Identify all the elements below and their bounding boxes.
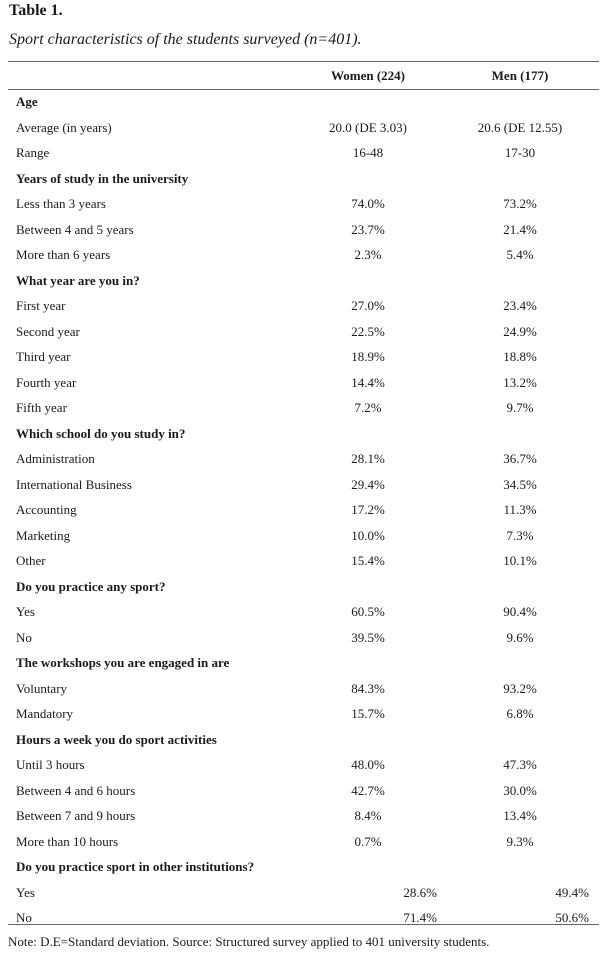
- section-label: Years of study in the university: [16, 170, 189, 186]
- row-label: Mandatory: [16, 706, 74, 721]
- row-label: Other: [16, 553, 46, 568]
- men-value: 18.8%: [503, 349, 537, 364]
- men-value: 7.3%: [506, 527, 534, 543]
- row-label: Less than 3 years: [16, 196, 106, 211]
- row-label: Yes: [16, 604, 35, 619]
- row-label: International Business: [16, 476, 132, 492]
- row-label: Accounting: [16, 502, 77, 517]
- column-header-women: Women (224): [330, 68, 406, 83]
- women-value: 48.0%: [351, 757, 385, 772]
- women-value: 16-48: [352, 145, 384, 160]
- men-value: 23.4%: [503, 298, 537, 313]
- top-rule: [8, 61, 599, 62]
- row-label: Fourth year: [16, 374, 77, 390]
- section-label: Do you practice any sport?: [16, 578, 166, 594]
- women-value: 28.6%: [403, 884, 437, 900]
- women-value: 74.0%: [351, 196, 385, 211]
- women-value: 8.4%: [354, 808, 382, 823]
- women-value: 10.0%: [351, 527, 385, 543]
- women-value: 0.7%: [354, 833, 382, 849]
- women-value: 7.2%: [354, 400, 382, 415]
- men-value: 5.4%: [506, 247, 534, 262]
- women-value: 39.5%: [351, 629, 385, 645]
- row-label: Until 3 hours: [16, 757, 85, 772]
- women-value: 28.1%: [351, 451, 385, 466]
- women-value: 20.0 (DE 3.03): [329, 119, 407, 135]
- row-label: Third year: [16, 349, 71, 364]
- women-value: 15.7%: [351, 706, 385, 721]
- row-label: Second year: [16, 323, 80, 339]
- women-value: 15.4%: [351, 553, 385, 568]
- row-label: More than 6 years: [16, 247, 111, 262]
- men-value: 90.4%: [503, 604, 537, 619]
- section-label: Hours a week you do sport activities: [16, 731, 217, 747]
- men-value: 30.0%: [503, 782, 537, 798]
- men-value: 47.3%: [503, 757, 537, 772]
- section-label: Which school do you study in?: [16, 425, 186, 441]
- row-label: First year: [16, 298, 66, 313]
- row-label: No: [16, 629, 32, 645]
- table-title: Table 1.: [9, 2, 63, 19]
- column-header-men: Men (177): [491, 68, 549, 83]
- section-label: Do you practice sport in other institutions?: [16, 859, 255, 874]
- men-value: 10.1%: [503, 553, 537, 568]
- row-label: Between 4 and 6 hours: [16, 782, 136, 798]
- section-label: The workshops you are engaged in are: [16, 655, 230, 670]
- men-value: 20.6 (DE 12.55): [477, 119, 563, 135]
- men-value: 36.7%: [503, 451, 537, 466]
- women-value: 84.3%: [351, 680, 385, 696]
- men-value: 13.4%: [503, 808, 537, 823]
- men-value: 9.7%: [506, 400, 534, 415]
- row-label: More than 10 hours: [16, 833, 119, 849]
- row-label: Voluntary: [16, 680, 68, 696]
- men-value: 21.4%: [503, 221, 537, 237]
- bottom-rule: [8, 924, 599, 925]
- men-value: 73.2%: [503, 196, 537, 211]
- row-label: Yes: [16, 884, 35, 900]
- women-value: 29.4%: [351, 476, 385, 492]
- table-subtitle: Sport characteristics of the students surveyed (n=401).: [9, 31, 362, 48]
- table-note: Note: D.E=Standard deviation. Source: Structured survey applied to 401 university students.: [8, 934, 490, 949]
- men-value: 9.3%: [506, 833, 534, 849]
- men-value: 50.6%: [555, 910, 589, 925]
- row-label: No: [16, 910, 32, 925]
- women-value: 2.3%: [354, 247, 382, 262]
- row-label: Range: [16, 145, 50, 160]
- women-value: 60.5%: [351, 604, 385, 619]
- women-value: 23.7%: [351, 221, 385, 237]
- men-value: 11.3%: [503, 502, 537, 517]
- section-label: Age: [16, 94, 38, 109]
- row-label: Fifth year: [16, 400, 67, 415]
- men-value: 93.2%: [503, 680, 537, 696]
- men-value: 24.9%: [503, 323, 537, 339]
- row-label: Administration: [16, 451, 95, 466]
- women-value: 27.0%: [351, 298, 385, 313]
- men-value: 34.5%: [503, 476, 537, 492]
- section-label: What year are you in?: [16, 272, 140, 288]
- row-label: Between 4 and 5 years: [16, 221, 134, 237]
- men-value: 17-30: [504, 145, 536, 160]
- women-value: 14.4%: [351, 374, 385, 390]
- women-value: 17.2%: [351, 502, 385, 517]
- row-label: Marketing: [16, 527, 71, 543]
- row-label: Between 7 and 9 hours: [16, 808, 136, 823]
- women-value: 18.9%: [351, 349, 385, 364]
- men-value: 9.6%: [506, 629, 534, 645]
- women-value: 42.7%: [351, 782, 385, 798]
- row-label: Average (in years): [16, 119, 112, 135]
- men-value: 13.2%: [503, 374, 537, 390]
- women-value: 22.5%: [351, 323, 385, 339]
- men-value: 6.8%: [506, 706, 534, 721]
- men-value: 49.4%: [555, 884, 589, 900]
- header-rule: [8, 89, 599, 90]
- women-value: 71.4%: [403, 910, 437, 925]
